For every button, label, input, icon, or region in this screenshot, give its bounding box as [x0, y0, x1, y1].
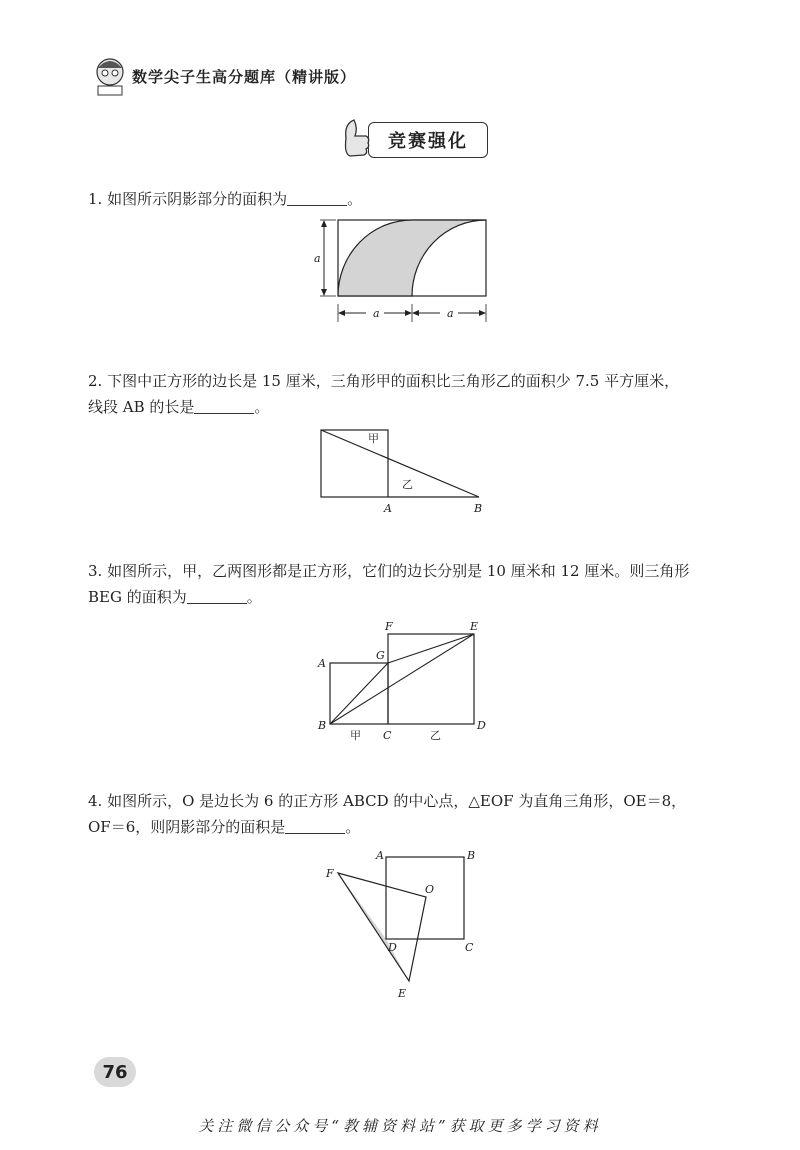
- question-3: 3. 如图所示，甲，乙两图形都是正方形，它们的边长分别是 10 厘米和 12 厘米。则三角形 BEG 的面积为 。: [88, 558, 728, 610]
- label-E: E: [398, 987, 407, 1000]
- label-B: B: [318, 719, 327, 732]
- label-D: D: [388, 941, 397, 954]
- thumbs-up-icon: [338, 116, 372, 162]
- label-F: F: [385, 620, 393, 633]
- label-B: B: [474, 502, 483, 515]
- label-F: F: [326, 867, 334, 880]
- question-2-line-1: 2. 下图中正方形的边长是 15 厘米，三角形甲的面积比三角形乙的面积少 7.5 平方厘米，: [88, 372, 680, 390]
- label-B: B: [467, 849, 476, 862]
- answer-blank-1: [287, 191, 347, 206]
- label-D: D: [477, 719, 486, 732]
- label-A: A: [384, 502, 392, 515]
- label-a-left: a: [373, 307, 380, 320]
- label-jia: 甲: [368, 432, 379, 445]
- label-O: O: [425, 883, 435, 896]
- label-E: E: [470, 620, 479, 633]
- footer-note: 关注微信公众号“教辅资料站”获取更多学习资料: [198, 1117, 602, 1135]
- running-header: [92, 54, 712, 104]
- figure-1: [310, 212, 510, 330]
- label-yi: 乙: [430, 729, 441, 742]
- label-C: C: [383, 729, 392, 742]
- answer-blank-4: [285, 819, 345, 834]
- question-1: 1. 如图所示阴影部分的面积为 。: [88, 190, 363, 208]
- label-G: G: [376, 649, 385, 662]
- label-A: A: [376, 849, 384, 862]
- question-4-line-2: OF＝6，则阴影部分的面积是: [88, 818, 286, 836]
- figure-3: [310, 618, 500, 746]
- header-title: 数学尖子生高分题库（精讲版）: [132, 68, 357, 86]
- label-jia: 甲: [350, 729, 361, 742]
- answer-blank-3: [187, 589, 247, 604]
- label-yi: 乙: [402, 478, 413, 491]
- label-a-right: a: [447, 307, 454, 320]
- label-A: A: [318, 657, 326, 670]
- figure-4: [310, 843, 500, 1005]
- answer-blank-2: [194, 399, 254, 414]
- mascot-icon: [92, 54, 128, 98]
- question-1-text: 1. 如图所示阴影部分的面积为: [88, 190, 288, 208]
- figure-2: [310, 422, 500, 518]
- question-3-line-2: BEG 的面积为: [88, 588, 187, 606]
- question-2-line-2: 线段 AB 的长是: [88, 398, 195, 416]
- label-a-side: a: [314, 252, 321, 265]
- page-number: 76: [94, 1057, 136, 1087]
- question-2: 2. 下图中正方形的边长是 15 厘米，三角形甲的面积比三角形乙的面积少 7.5 平方厘米， 线段 AB 的长是 。: [88, 368, 728, 420]
- section-title: 竞赛强化: [368, 122, 488, 158]
- question-4: 4. 如图所示，O 是边长为 6 的正方形 ABCD 的中心点，△EOF 为直角三角形，OE＝8， OF＝6，则阴影部分的面积是 。: [88, 788, 728, 840]
- label-C: C: [465, 941, 474, 954]
- question-3-line-1: 3. 如图所示，甲，乙两图形都是正方形，它们的边长分别是 10 厘米和 12 厘米。则三角形: [88, 562, 690, 580]
- question-4-line-1: 4. 如图所示，O 是边长为 6 的正方形 ABCD 的中心点，△EOF 为直角三角形，OE＝8，: [88, 792, 687, 810]
